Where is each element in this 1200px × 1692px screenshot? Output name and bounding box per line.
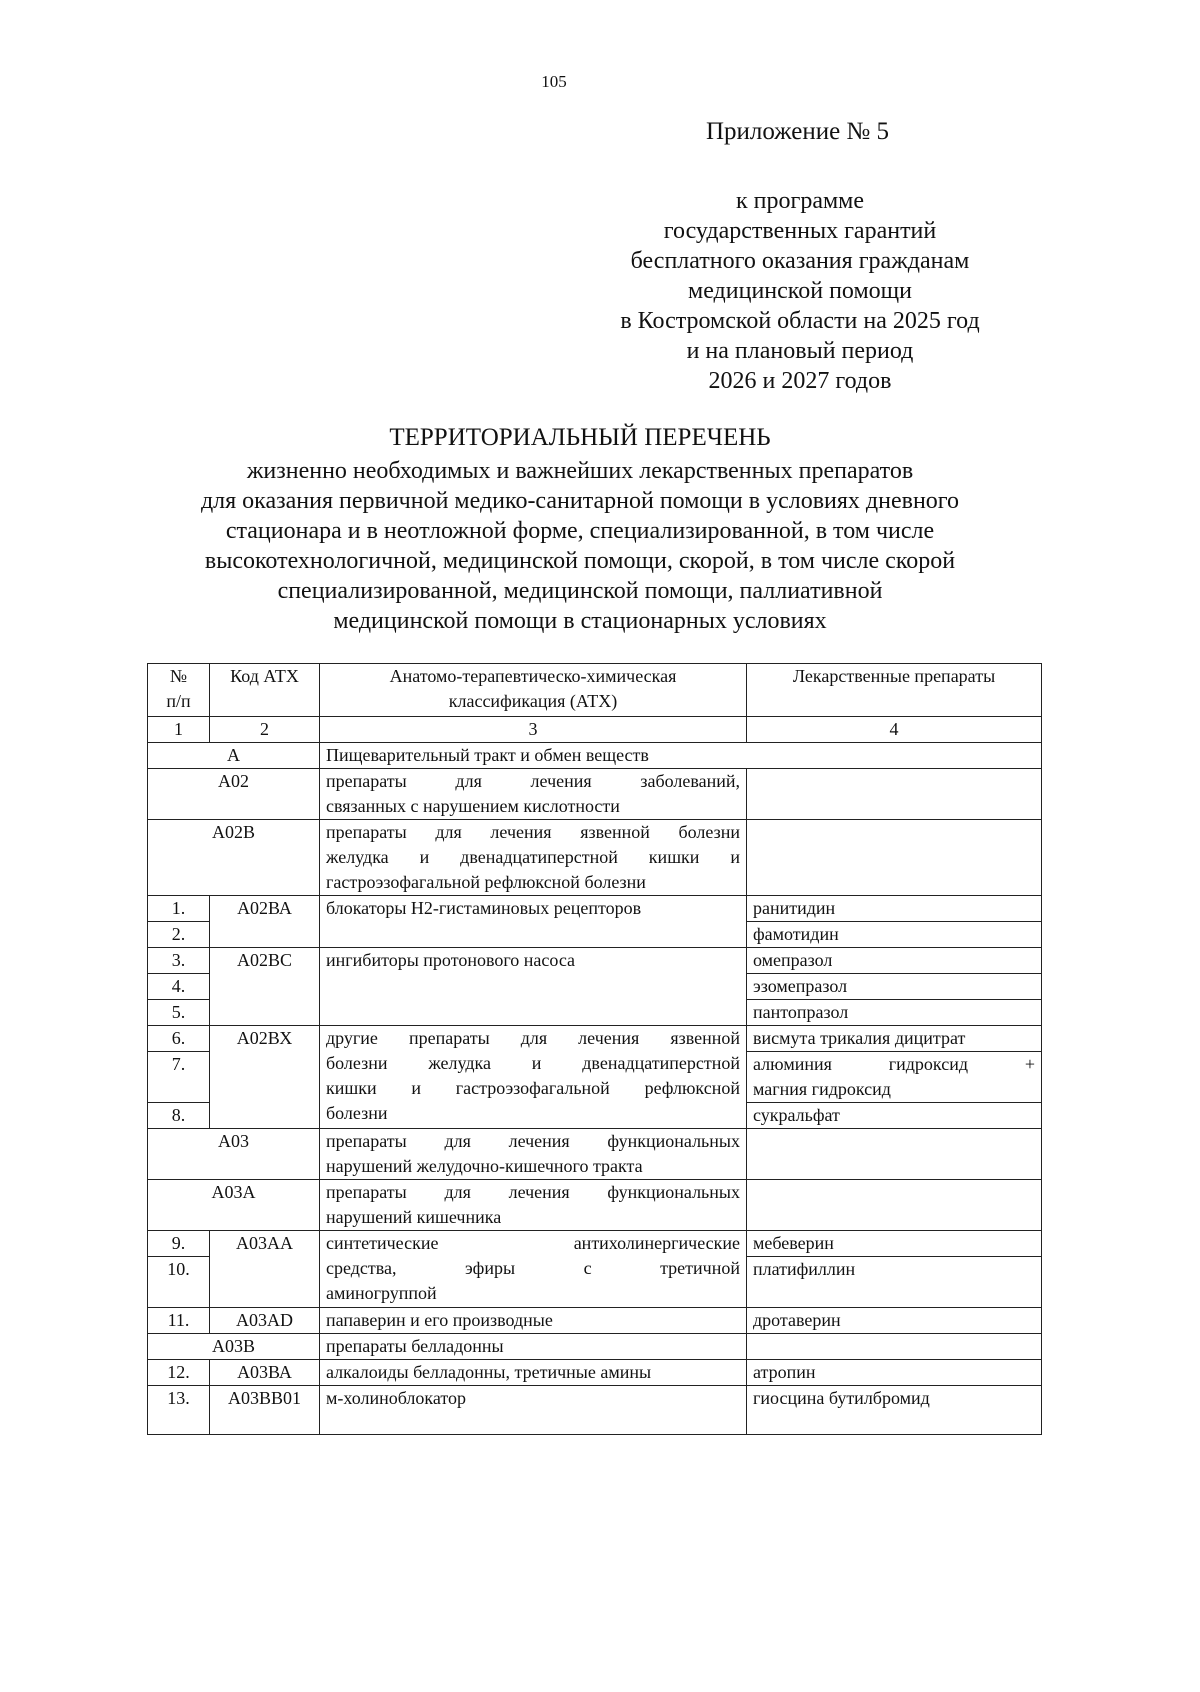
atx-name: м-холиноблокатор xyxy=(320,1386,747,1435)
table-header-row xyxy=(148,664,1042,717)
row-number: 4. xyxy=(148,974,210,1000)
group-row xyxy=(148,1180,1042,1231)
header-number-line: № xyxy=(169,666,188,686)
table-row xyxy=(148,1026,1042,1052)
group-code: А03 xyxy=(148,1129,320,1180)
row-number: 6. xyxy=(148,1026,210,1052)
atx-name: блокаторы Н2-гистаминовых рецепторов xyxy=(320,896,747,948)
drug-name xyxy=(747,1052,1042,1103)
drug-name: мебеверин xyxy=(747,1231,1042,1257)
header-atx-line: классификация (АТХ) xyxy=(448,691,618,711)
atx-code: А03АА xyxy=(210,1231,320,1308)
group-name-line: нарушений желудочно-кишечного тракта xyxy=(326,1156,643,1176)
atx-name-line: синтетические антихолинергические xyxy=(326,1233,740,1253)
program-line: в Костромской области на 2025 год xyxy=(620,308,980,334)
document-subtitle xyxy=(0,456,1160,636)
row-number: 12. xyxy=(148,1360,210,1386)
row-number: 13. xyxy=(148,1386,210,1435)
atx-code: А03AD xyxy=(210,1308,320,1334)
group-name-line: связанных с нарушением кислотности xyxy=(326,796,620,816)
atx-code: А02ВС xyxy=(210,948,320,1026)
group-row xyxy=(148,820,1042,896)
group-code: А02 xyxy=(148,769,320,820)
subtitle-line: для оказания первичной медико-санитарной помощи в условиях дневного xyxy=(200,488,960,514)
drug-name: ранитидин xyxy=(747,896,1042,922)
empty-cell xyxy=(747,769,1042,820)
column-number-row xyxy=(148,717,1042,743)
program-line: государственных гарантий xyxy=(663,218,937,244)
program-line: бесплатного оказания гражданам xyxy=(630,248,970,274)
row-number: 3. xyxy=(148,948,210,974)
header-atx-line: Анатомо-терапевтическо-химическая xyxy=(389,666,677,686)
row-number: 1. xyxy=(148,896,210,922)
empty-cell xyxy=(747,1180,1042,1231)
group-name-line: желудка и двенадцатиперстной кишки и xyxy=(326,847,740,867)
drug-name: гиосцина бутилбромид xyxy=(747,1386,1042,1435)
atx-name-line: средства, эфиры с третичной xyxy=(326,1258,740,1278)
group-row xyxy=(148,743,1042,769)
group-name-line: препараты для лечения функциональных xyxy=(326,1182,740,1202)
header-atx xyxy=(320,664,747,717)
row-number: 9. xyxy=(148,1231,210,1257)
table-row xyxy=(148,1231,1042,1257)
row-number: 7. xyxy=(148,1052,210,1103)
drug-name: пантопразол xyxy=(747,1000,1042,1026)
page-number: 105 xyxy=(541,72,567,91)
atx-drug-table xyxy=(147,663,1042,1435)
empty-cell xyxy=(747,820,1042,896)
group-name-line: гастроэзофагальной рефлюксной болезни xyxy=(326,872,646,892)
subtitle-line: стационара и в неотложной форме, специализированной, в том числе xyxy=(225,518,935,544)
drug-name: висмута трикалия дицитрат xyxy=(747,1026,1042,1052)
table-row xyxy=(148,896,1042,922)
table-row xyxy=(148,1386,1042,1435)
atx-code: А02ВХ xyxy=(210,1026,320,1129)
drug-name: платифиллин xyxy=(747,1257,1042,1308)
group-row xyxy=(148,1334,1042,1360)
subtitle-line: медицинской помощи в стационарных условиях xyxy=(333,608,827,634)
subtitle-line: жизненно необходимых и важнейших лекарственных препаратов xyxy=(246,458,914,484)
row-number: 8. xyxy=(148,1103,210,1129)
drug-name: дротаверин xyxy=(747,1308,1042,1334)
table-row xyxy=(148,1360,1042,1386)
group-row xyxy=(148,1129,1042,1180)
group-code: А02В xyxy=(148,820,320,896)
column-number: 2 xyxy=(210,717,320,743)
row-number: 11. xyxy=(148,1308,210,1334)
program-line: медицинской помощи xyxy=(688,278,912,304)
row-number: 5. xyxy=(148,1000,210,1026)
atx-name xyxy=(320,1231,747,1308)
atx-code: А02ВА xyxy=(210,896,320,948)
group-name-line: нарушений кишечника xyxy=(326,1207,502,1227)
column-number: 1 xyxy=(148,717,210,743)
program-line: и на плановый период xyxy=(686,338,914,364)
group-name-line: препараты для лечения функциональных xyxy=(326,1131,740,1151)
table-row xyxy=(148,948,1042,974)
atx-code: А03ВВ01 xyxy=(210,1386,320,1435)
header-number-line: п/п xyxy=(166,691,191,711)
subtitle-line: высокотехнологичной, медицинской помощи, скорой, в том числе скорой xyxy=(204,548,956,574)
atx-name: папаверин и его производные xyxy=(320,1308,747,1334)
program-line: 2026 и 2027 годов xyxy=(708,368,892,394)
atx-name: алкалоиды белладонны, третичные амины xyxy=(320,1360,747,1386)
group-name-line: препараты для лечения язвенной болезни xyxy=(326,822,740,842)
row-number: 2. xyxy=(148,922,210,948)
atx-name-line: болезни xyxy=(326,1103,388,1123)
header-number xyxy=(148,664,210,717)
program-line: к программе xyxy=(735,188,865,214)
group-name xyxy=(320,1129,747,1180)
group-name: препараты белладонны xyxy=(320,1334,747,1360)
drug-name: сукральфат xyxy=(747,1103,1042,1129)
drug-name-line: алюминия гидроксид + xyxy=(753,1054,1035,1074)
appendix-title: Приложение № 5 xyxy=(706,118,890,145)
atx-name-line: болезни желудка и двенадцатиперстной xyxy=(326,1053,740,1073)
group-name xyxy=(320,769,747,820)
atx-name-line: другие препараты для лечения язвенной xyxy=(326,1028,740,1048)
atx-name-line: аминогруппой xyxy=(326,1283,437,1303)
empty-cell xyxy=(747,1334,1042,1360)
header-drugs: Лекарственные препараты xyxy=(747,664,1042,717)
group-name xyxy=(320,820,747,896)
group-code: А03А xyxy=(148,1180,320,1231)
subtitle-line: специализированной, медицинской помощи, паллиативной xyxy=(277,578,883,604)
drug-name: фамотидин xyxy=(747,922,1042,948)
atx-name: ингибиторы протонового насоса xyxy=(320,948,747,1026)
row-number: 10. xyxy=(148,1257,210,1308)
drug-name: омепразол xyxy=(747,948,1042,974)
group-row xyxy=(148,769,1042,820)
group-name-line: препараты для лечения заболеваний, xyxy=(326,771,740,791)
drug-name-line: магния гидроксид xyxy=(753,1079,891,1099)
drug-name: эзомепразол xyxy=(747,974,1042,1000)
group-name: Пищеварительный тракт и обмен веществ xyxy=(320,743,1042,769)
header-code: Код АТХ xyxy=(210,664,320,717)
document-title: ТЕРРИТОРИАЛЬНЫЙ ПЕРЕЧЕНЬ xyxy=(389,424,771,451)
group-code: А03В xyxy=(148,1334,320,1360)
column-number: 3 xyxy=(320,717,747,743)
column-number: 4 xyxy=(747,717,1042,743)
drug-name: атропин xyxy=(747,1360,1042,1386)
program-reference xyxy=(550,186,1050,396)
atx-code: А03ВА xyxy=(210,1360,320,1386)
atx-name xyxy=(320,1026,747,1129)
empty-cell xyxy=(747,1129,1042,1180)
group-name xyxy=(320,1180,747,1231)
atx-name-line: кишки и гастроэзофагальной рефлюксной xyxy=(326,1078,740,1098)
table-row xyxy=(148,1308,1042,1334)
group-code: А xyxy=(148,743,320,769)
